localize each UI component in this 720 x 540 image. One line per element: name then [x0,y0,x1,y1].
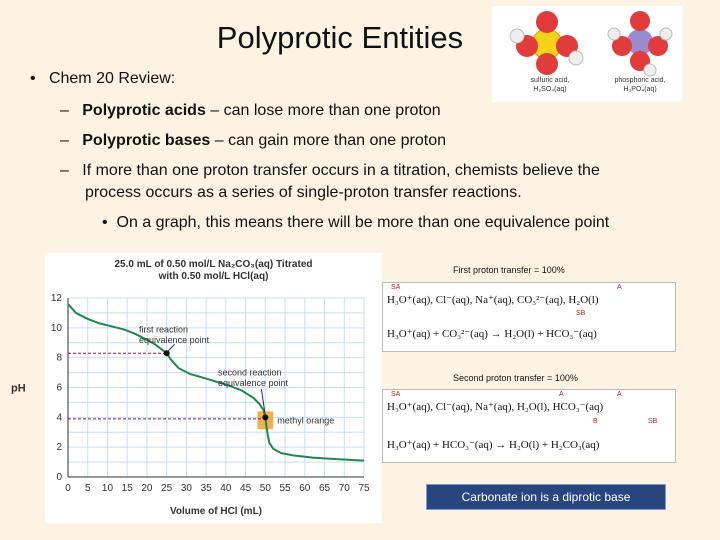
x-tick-label: 40 [220,483,232,494]
slide-title: Polyprotic Entities [216,20,464,55]
annotation-second-line-2: equivalence point [217,378,289,389]
term: Polyprotic acids [82,102,206,119]
y-tick-label: 2 [56,442,62,454]
x-tick-label: 0 [65,483,71,494]
methyl-orange-label: methyl orange [277,415,335,426]
tag-a: A [617,284,622,291]
y-axis-label: pH [11,382,26,395]
y-tick-label: 12 [50,293,62,304]
sulfuric-acid-model [510,11,583,75]
tag-a: A [617,391,622,398]
chart-title-line-2: with 0.50 mol/L HCl(aq) [158,271,269,282]
caption-formula: H₃PO₄(aq) [623,86,657,93]
tag-sb: SB [576,310,586,317]
titration-line-1: If more than one proton transfer occurs in a titration, chemists believe the [82,162,600,179]
caption-formula: H₂SO₄(aq) [533,86,567,93]
x-tick-label: 75 [358,483,370,494]
annotation-first-pointer [167,344,174,351]
x-tick-label: 45 [240,483,252,494]
x-tick-label: 70 [338,483,350,494]
caption-name: sulfuric acid, [530,77,570,84]
species-line: H₃O⁺(aq), Cl⁻(aq), Na⁺(aq), H₂O(l), HCO₃⁻(aq) [387,401,604,413]
phosphoric-acid-model [608,11,672,76]
caption-name: phosphoric acid, [614,77,666,84]
x-tick-label: 20 [141,483,153,494]
annotation-second-line-1: second reaction [217,367,282,378]
phosphoric-acid-caption [600,76,680,94]
y-tick-label: 10 [50,322,62,334]
diprotic-base-banner: Carbonate ion is a diprotic base [426,484,666,510]
tag-sa: SA [391,284,401,291]
second-transfer-box [382,389,676,463]
definition: – can gain more than one proton [210,132,447,149]
bullet-main [30,70,175,88]
dash-marker: – [60,102,69,119]
sub-bullet-equivalence [102,214,609,232]
titration-chart [11,253,382,523]
reaction-line: H₃O⁺(aq) + CO₃²⁻(aq) → H₂O(l) + HCO₃⁻(aq) [387,328,597,340]
x-tick-label: 10 [101,483,114,494]
dash-marker: – [60,132,69,149]
term: Polyprotic bases [82,132,211,149]
bullet-main-text: Chem 20 Review: [48,70,176,87]
y-tick-label: 4 [56,412,62,424]
definition: – can lose more than one proton [205,102,441,119]
bullet-titration-cont [85,184,522,202]
second-transfer-label: Second proton transfer = 100% [453,373,578,383]
bullet-titration [60,162,600,180]
x-tick-label: 50 [259,483,271,494]
species-line: H₃O⁺(aq), Cl⁻(aq), Na⁺(aq), CO₃²⁻(aq), H₂O(l) [387,294,599,306]
equivalence-point [164,350,170,356]
x-tick-label: 25 [161,483,173,494]
bullet-polyprotic-acids [60,102,441,120]
tag-a: A [559,391,564,398]
bullet-dot: • [102,214,108,231]
y-tick-label: 0 [56,472,62,483]
x-tick-label: 60 [299,483,311,494]
reaction-line: H₃O⁺(aq) + HCO₃⁻(aq) → H₂O(l) + H₂CO₃(aq) [387,439,600,451]
dash-marker: – [60,162,69,179]
annotation-first-line-2: equivalence point [139,334,210,345]
x-tick-label: 5 [84,483,91,494]
y-tick-label: 6 [56,382,62,394]
x-tick-label: 30 [180,483,192,494]
x-tick-label: 15 [121,483,133,494]
tag-sa: SA [391,391,401,398]
sulfuric-acid-caption [510,76,590,94]
titration-line-2: process occurs as a series of single-proton transfer reactions. [85,184,522,201]
y-tick-label: 8 [56,352,62,364]
sub-bullet-text: On a graph, this means there will be more than one equivalence point [116,214,610,231]
x-tick-label: 55 [279,483,291,494]
first-transfer-label: First proton transfer = 100% [453,265,565,275]
bullet-dot: • [30,70,36,87]
bullet-polyprotic-bases [60,132,446,150]
chart-plot [11,253,382,523]
annotation-first-line-1: first reaction [139,324,189,335]
x-axis-label: Volume of HCl (mL) [169,506,263,517]
first-transfer-box [382,282,676,352]
chart-title-line-1: 25.0 mL of 0.50 mol/L Na₂CO₃(aq) Titrated [114,259,313,270]
tag-b: B [593,418,598,425]
x-tick-label: 35 [200,483,212,494]
x-tick-label: 65 [318,483,331,494]
tag-sb: SB [648,418,658,425]
molecule-illustration [492,6,682,102]
